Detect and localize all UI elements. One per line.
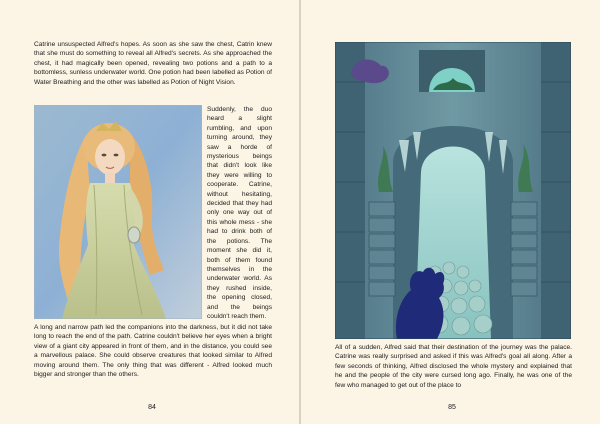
princess-illustration [34,105,202,319]
left-page [0,0,299,424]
paragraph: A long and narrow path led the companions into the darkness, but it did not take long to reach the end of the path. Catrine couldn't believe her eyes when a bright view of a giant city appeared in front of them, and in the distance, you could see a marvellous palace. She could observe creatures that looked similar to Alfred moving around them. The only thing that was different - Alfred looked much bigger and stronger than the others. [34,324,272,379]
right-page [301,0,600,424]
paragraph: Suddenly, the duo heard a slight rumbling, and upon turning around, they saw a horde of mysterious beings that didn't look like they were willing to cooperate. Catrine, without hesitating, decided that they had only one way out of this whole mess - she had to drink both of the potions. The moment she did it, both of them found themselves in the underwater world. As they rushed inside, the opening closed, and the beings couldn't reach them. [207,106,272,320]
page-number: 85 [448,404,456,411]
paragraph: Catrine unsuspected Alfred's hopes. As soon as she saw the chest, Catrin knew that she must do something to reveal all Alfred's secrets. As she approached the chest, it had magically been opened, revealing two potions and a path to a bottomless, sunless underwater world. One potion had been labelled as Potion of Water Breathing and the other was labelled as Potion of Night Vision. [34,41,272,86]
page-number: 84 [148,404,156,411]
underwater-palace-illustration [335,42,571,339]
paragraph: All of a sudden, Alfred said that their destination of the journey was the palace. Catrine was really surprised and asked if this was Alfred's goal all along. After a few seconds of thinking, Alfred disclosed the whole mystery and explained that he and the people of the city were cursed long ago. Finally, he was one of the few who managed to get out of the place to [335,344,572,389]
